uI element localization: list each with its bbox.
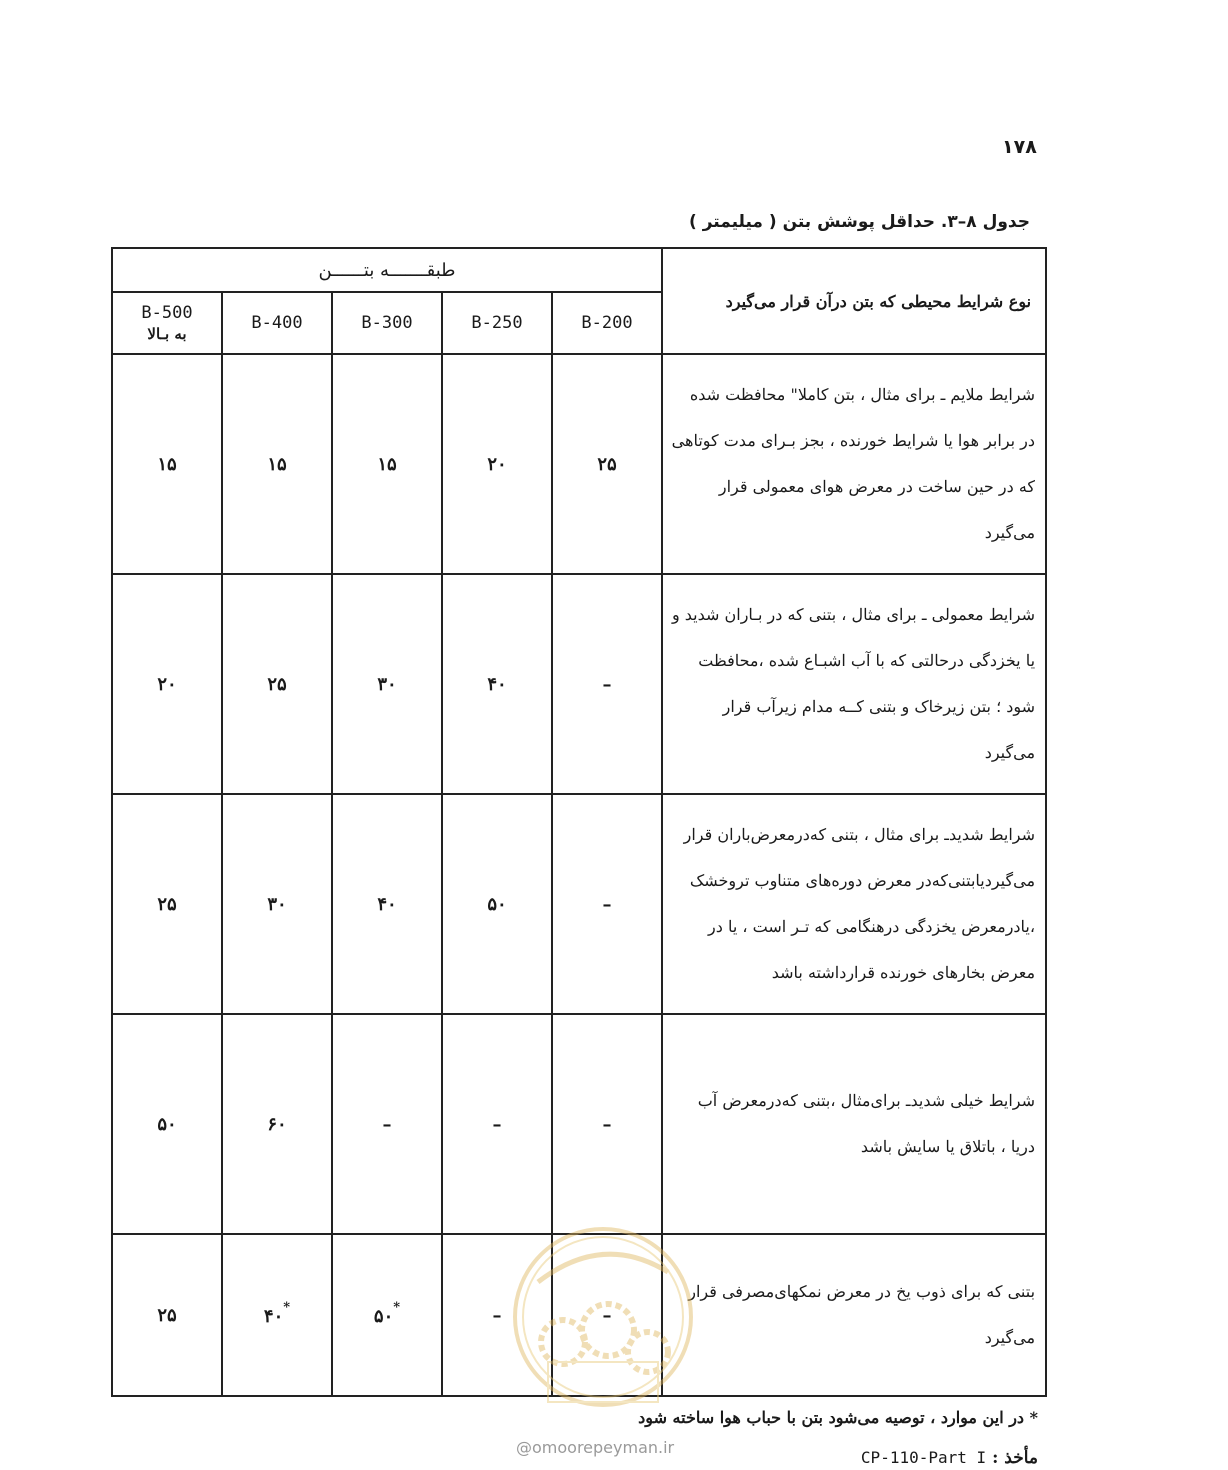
footnote: * در این موارد ، توصیه می‌شود بتن با حباب هوا ساخته شود	[638, 1408, 1038, 1427]
cover-value: ۲۰	[442, 354, 552, 574]
cover-value: ۲۵	[112, 794, 222, 1014]
table-row	[112, 1014, 1046, 1234]
concrete-class-header: طبقـــــــه بتــــــن	[112, 248, 662, 292]
cover-value-starred	[332, 1234, 442, 1396]
cover-value: ۲۰	[112, 574, 222, 794]
cover-value: ۳۰	[222, 794, 332, 1014]
table-row	[112, 574, 1046, 794]
grade-sub-label: به بـالا	[147, 325, 187, 343]
cover-value: ۵۰	[112, 1014, 222, 1234]
cover-value: ۲۵	[552, 354, 662, 574]
cover-value: ۱۵	[332, 354, 442, 574]
watermark-text: @omoorepeyman.ir	[516, 1438, 675, 1457]
cover-value: ۳۰	[332, 574, 442, 794]
cover-value: –	[552, 794, 662, 1014]
cover-value: ۶۰	[222, 1014, 332, 1234]
value-text: ۴۰	[263, 1305, 284, 1327]
grade-label: B-500	[141, 303, 193, 323]
grade-header-b300: B-300	[332, 292, 442, 354]
page-number: ۱۷۸	[1002, 136, 1037, 158]
cover-value: ۵۰	[442, 794, 552, 1014]
cover-value: ۱۵	[112, 354, 222, 574]
concrete-cover-table	[111, 247, 1047, 1397]
cover-value: –	[552, 1014, 662, 1234]
table-row	[112, 1234, 1046, 1396]
condition-cell: شرایط ملایم ـ برای مثال ، بتن کاملا" محافظت شده در برابر هوا یا شرایط خورنده ، بجز بـرای مدت کوتاهی که در حین ساخت در معرض هوای معمولی قرار می‌گیرد	[662, 354, 1046, 574]
grade-header-b200: B-200	[552, 292, 662, 354]
source-label: مأخذ :	[992, 1448, 1038, 1468]
cover-value: ۴۰	[442, 574, 552, 794]
star-mark: *	[283, 1299, 291, 1315]
condition-header: نوع شرایط محیطی که بتن درآن قرار می‌گیرد	[662, 248, 1046, 354]
cover-value-starred	[222, 1234, 332, 1396]
table-row	[112, 354, 1046, 574]
condition-cell: بتنی که برای ذوب یخ در معرض نمکهای‌مصرفی قرار می‌گیرد	[662, 1234, 1046, 1396]
cover-value: ۴۰	[332, 794, 442, 1014]
cover-value: –	[552, 1234, 662, 1396]
grade-header-b400: B-400	[222, 292, 332, 354]
source-line	[855, 1448, 1038, 1468]
table-caption: جدول ۸–۳. حداقل پوشش بتن ( میلیمتر )	[689, 212, 1030, 232]
condition-cell: شرایط خیلی شدیدـ برای‌مثال ،بتنی که‌درمعرض آب دریا ، باتلاق یا سایش باشد	[662, 1014, 1046, 1234]
grade-header-b500	[112, 292, 222, 354]
cover-value: –	[442, 1234, 552, 1396]
condition-cell: شرایط شدیدـ برای مثال ، بتنی کەدرمعرض‌باران قرار می‌گیردیابتنی‌که‌در معرض دوره‌های متناوب تروخشک ،یادرمعرض یخزدگی درهنگامی که تـر است ، یا در معرض بخارهای خورنده قرارداشته باشد	[662, 794, 1046, 1014]
value-text: ۵۰	[373, 1305, 394, 1327]
cover-value: –	[332, 1014, 442, 1234]
star-mark: *	[393, 1299, 401, 1315]
cover-value: ۲۵	[222, 574, 332, 794]
cover-value: ۲۵	[112, 1234, 222, 1396]
cover-value: ۱۵	[222, 354, 332, 574]
cover-value: –	[442, 1014, 552, 1234]
table-row	[112, 794, 1046, 1014]
source-code: CP-110-Part I	[860, 1448, 987, 1467]
cover-value: –	[552, 574, 662, 794]
grade-header-b250: B-250	[442, 292, 552, 354]
condition-cell: شرایط معمولی ـ برای مثال ، بتنی که در بـاران شدید و یا یخزدگی درحالتی که با آب اشبـاع شده ،محافظت شود ؛ بتن زیرخاک و بتنی کــه مدام زیرآب قرار می‌گیرد	[662, 574, 1046, 794]
